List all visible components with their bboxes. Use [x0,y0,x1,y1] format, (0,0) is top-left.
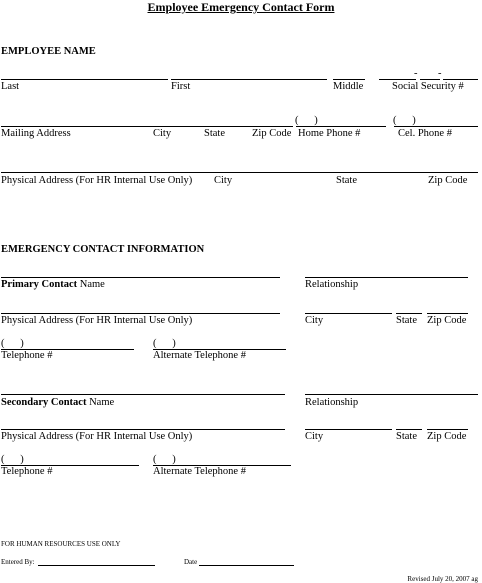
secondary-contact-name-field[interactable] [1,394,285,395]
primary-physical-address-field[interactable] [1,313,280,314]
primary-relationship-label: Relationship [305,279,359,290]
ssn-field-part1[interactable] [379,79,416,80]
primary-physical-address-label: Physical Address (For HR Internal Use Only) [1,315,193,326]
cel-phone-label: Cel. Phone # [398,128,452,139]
secondary-physical-address-label: Physical Address (For HR Internal Use Only) [1,431,193,442]
hr-use-only-heading: FOR HUMAN RESOURCES USE ONLY [1,540,121,548]
secondary-state-field[interactable] [396,429,422,430]
city-label: City [153,128,172,139]
secondary-alt-telephone-label: Alternate Telephone # [153,466,246,477]
emergency-contact-heading: EMERGENCY CONTACT INFORMATION [1,244,205,255]
middle-label: Middle [333,81,364,92]
ssn-label: Social Security # [392,81,464,92]
revised-note: Revised July 20, 2007 ag [407,575,478,583]
date-field[interactable] [199,565,294,566]
ssn-field-part3[interactable] [443,79,478,80]
home-phone-field[interactable] [296,126,386,127]
home-phone-area-code: ( ) [295,115,318,126]
secondary-contact-label: Secondary Contact Name [1,397,115,408]
cel-phone-area-code: ( ) [393,115,416,126]
primary-contact-label: Primary Contact Name [1,279,105,290]
primary-state-field[interactable] [396,313,422,314]
physical-address-label: Physical Address (For HR Internal Use Only) [1,175,193,186]
secondary-telephone-label: Telephone # [1,466,53,477]
cel-phone-field[interactable] [394,126,478,127]
primary-zip-field[interactable] [427,313,468,314]
entered-by-label: Entered By: [1,558,35,566]
zip-label: Zip Code [252,128,292,139]
mailing-address-field[interactable] [1,126,293,127]
secondary-alt-telephone-area-code: ( ) [153,454,176,465]
ssn-dash-2: - [438,68,442,79]
middle-name-field[interactable] [333,79,365,80]
last-label: Last [1,81,20,92]
primary-zip-label: Zip Code [427,315,467,326]
first-name-field[interactable] [171,79,327,80]
secondary-zip-field[interactable] [427,429,468,430]
physical-address-field[interactable] [1,172,478,173]
physical-state-label: State [336,175,357,186]
secondary-telephone-area-code: ( ) [1,454,24,465]
entered-by-field[interactable] [38,565,155,566]
primary-contact-name-field[interactable] [1,277,280,278]
primary-state-label: State [396,315,417,326]
employee-name-heading: EMPLOYEE NAME [1,46,96,57]
state-label: State [204,128,225,139]
physical-zip-label: Zip Code [428,175,468,186]
primary-telephone-area-code: ( ) [1,338,24,349]
form-title: Employee Emergency Contact Form [147,0,335,14]
secondary-city-field[interactable] [305,429,392,430]
secondary-city-label: City [305,431,324,442]
first-label: First [171,81,191,92]
primary-telephone-label: Telephone # [1,350,53,361]
primary-city-label: City [305,315,324,326]
secondary-relationship-label: Relationship [305,397,359,408]
secondary-relationship-field[interactable] [305,394,478,395]
mailing-address-label: Mailing Address [1,128,71,139]
secondary-state-label: State [396,431,417,442]
secondary-zip-label: Zip Code [427,431,467,442]
date-label: Date [184,558,198,566]
primary-relationship-field[interactable] [305,277,468,278]
ssn-field-part2[interactable] [420,79,440,80]
home-phone-label: Home Phone # [298,128,361,139]
primary-alt-telephone-label: Alternate Telephone # [153,350,246,361]
last-name-field[interactable] [1,79,168,80]
primary-alt-telephone-area-code: ( ) [153,338,176,349]
secondary-physical-address-field[interactable] [1,429,285,430]
physical-city-label: City [214,175,233,186]
ssn-dash-1: - [414,68,418,79]
primary-city-field[interactable] [305,313,392,314]
